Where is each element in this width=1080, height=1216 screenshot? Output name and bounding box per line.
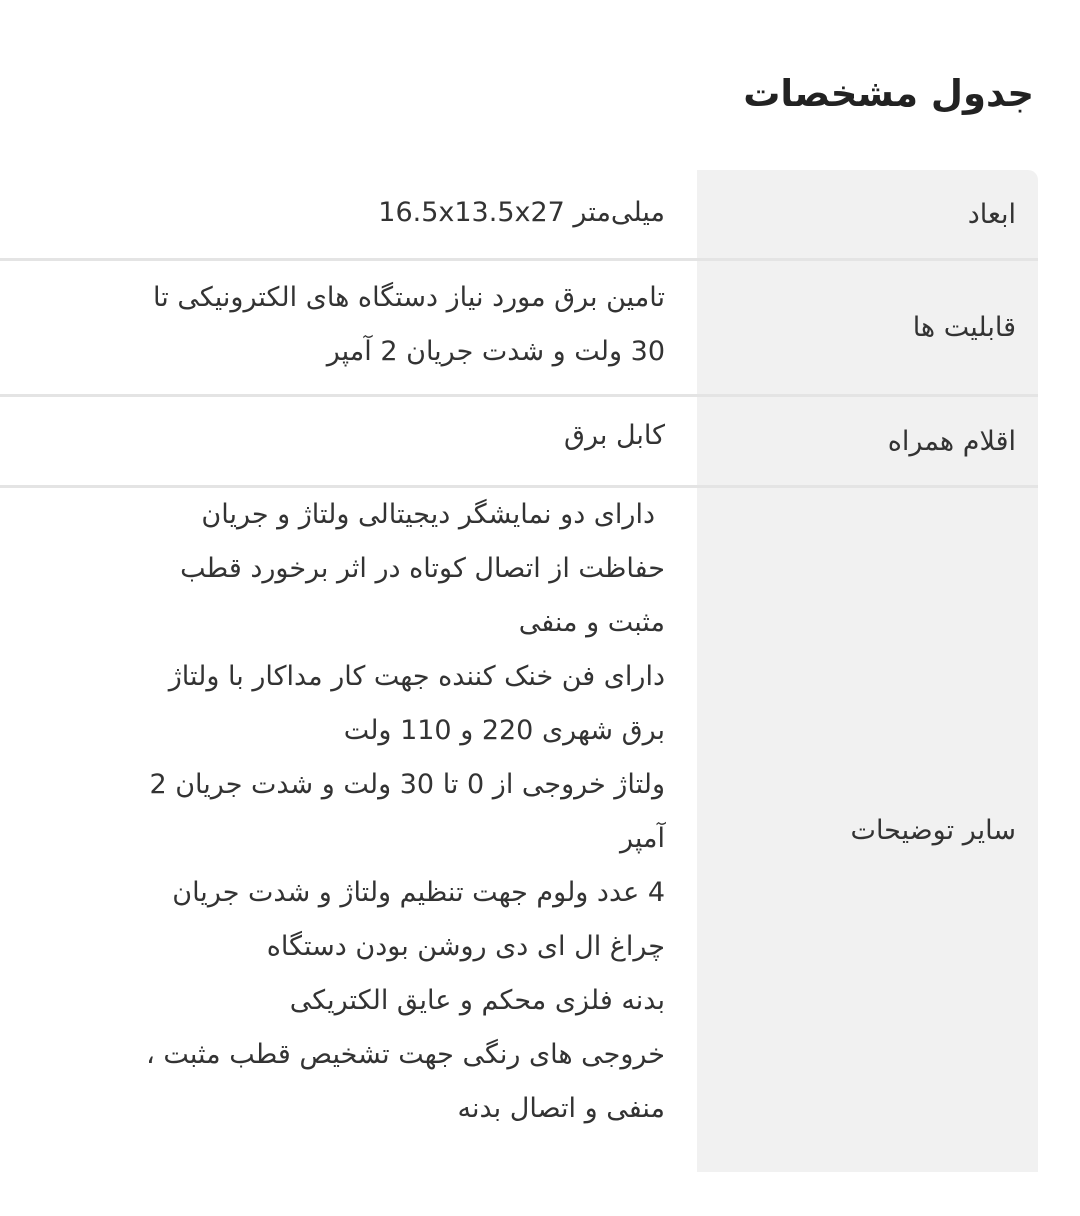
- spec-value-line: کابل برق: [564, 420, 665, 451]
- spec-label: اقلام همراه: [697, 397, 1038, 485]
- spec-value-line: دارای فن خنک کننده جهت کار مداکار با ولتاژ: [168, 661, 665, 692]
- spec-value: [0, 397, 697, 485]
- spec-row-other-descriptions: [0, 488, 1038, 1172]
- spec-value-line: حفاظت از اتصال کوتاه در اثر برخورد قطب: [180, 553, 665, 584]
- spec-value-line: آمپر: [619, 823, 665, 854]
- spec-row-dimensions: [0, 170, 1038, 261]
- spec-value-line: خروجی های رنگی جهت تشخیص قطب مثبت ،: [146, 1039, 665, 1070]
- spec-value-line: 4 عدد ولوم جهت تنظیم ولتاژ و شدت جریان: [172, 877, 665, 908]
- spec-value-line: بدنه فلزی محکم و عایق الکتریکی: [289, 985, 665, 1016]
- spec-value-line: چراغ ال ای دی روشن بودن دستگاه: [266, 931, 665, 962]
- spec-value-line: 30 ولت و شدت جریان 2 آمپر: [326, 336, 665, 367]
- spec-label: قابلیت ها: [697, 261, 1038, 394]
- spec-value-line: مثبت و منفی: [518, 607, 665, 638]
- spec-label: ابعاد: [697, 170, 1038, 258]
- spec-value-line: میلی‌متر 16.5x13.5x27: [378, 197, 665, 228]
- spec-value-line: منفی و اتصال بدنه: [457, 1093, 665, 1124]
- spec-value: [0, 261, 697, 394]
- spec-value-line: برق شهری 220 و 110 ولت: [343, 715, 665, 746]
- spec-label: سایر توضیحات: [697, 488, 1038, 1172]
- spec-value-line: ولتاژ خروجی از 0 تا 30 ولت و شدت جریان 2: [149, 769, 665, 800]
- spec-value-line: تامین برق مورد نیاز دستگاه های الکترونیکی تا: [153, 282, 665, 313]
- specifications-table: [0, 170, 1038, 1172]
- spec-value-line: دارای دو نمایشگر دیجیتالی ولتاژ و جریان: [201, 499, 655, 530]
- spec-row-capabilities: [0, 261, 1038, 397]
- spec-value: [0, 170, 697, 258]
- spec-value: [0, 488, 697, 1172]
- spec-row-included-items: [0, 397, 1038, 488]
- page-title: جدول مشخصات: [743, 72, 1034, 115]
